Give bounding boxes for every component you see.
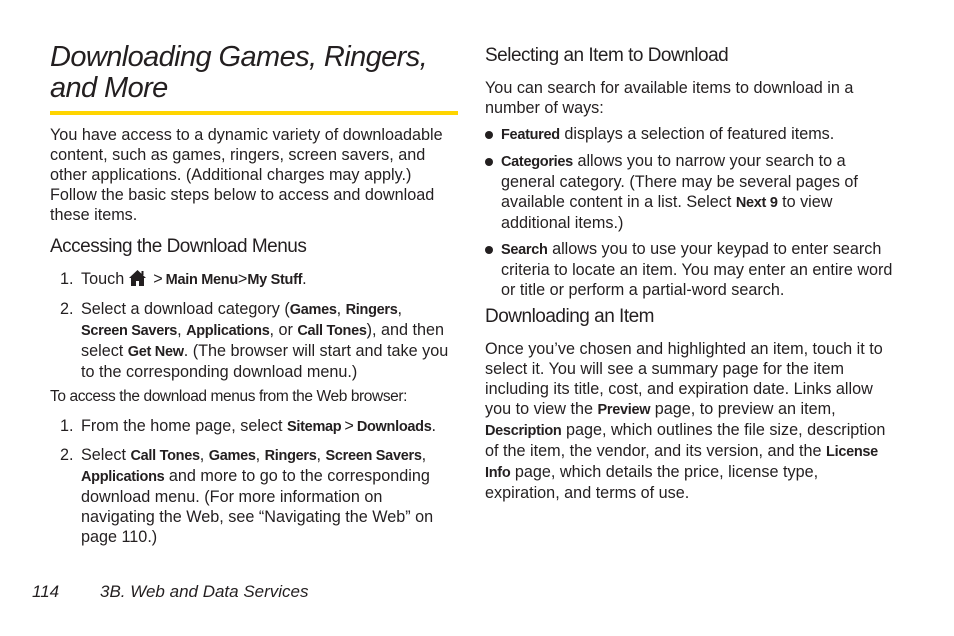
web-step-1: 1. From the home page, select Sitemap > Downloads.	[60, 417, 436, 435]
selecting-options	[485, 124, 895, 300]
option-categories: Categories allows you to narrow your search to a general category. (There may be several pages of available content in a list. Select Next 9 to view additional items.)	[485, 151, 895, 233]
step-1: 1. Touch > Main Menu>My Stuff.	[60, 270, 307, 288]
option-search: Search allows you to use your keypad to enter search criteria to locate an item. You may enter an entire word or title or perform a partial-word search.	[485, 239, 895, 300]
bullet-icon	[485, 246, 493, 254]
home-icon	[128, 269, 147, 287]
web-intro: To access the download menus from the Web browser:	[50, 388, 408, 405]
bullet-icon	[485, 158, 493, 166]
web-steps	[50, 416, 460, 547]
selecting-intro: You can search for available items to download in a number of ways:	[485, 79, 854, 117]
accessing-heading: Accessing the Download Menus	[50, 236, 307, 257]
accessing-steps	[50, 269, 450, 382]
downloading-paragraph: Once you’ve chosen and highlighted an item, touch it to select it. You will see a summary page for the item including its title, cost, and expiration date. Links allow you to view the Preview page, to preview an item, Description page, which outlines the file size, description of the item, the vendor, and its version, and the License Info page, which details the price, license type, expiration, and terms of use.	[485, 340, 886, 502]
page-footer	[32, 582, 309, 602]
option-featured: Featured displays a selection of featured items.	[485, 124, 895, 145]
downloading-heading: Downloading an Item	[485, 306, 654, 327]
title-rule	[50, 111, 458, 115]
section-name: 3B. Web and Data Services	[100, 582, 309, 601]
intro-paragraph: You have access to a dynamic variety of downloadable content, such as games, ringers, screen savers, and other applications. (Additional charges may apply.) Follow the basic steps below to access and download these items.	[50, 126, 443, 224]
web-step-2: 2. Select Call Tones, Games, Ringers, Screen Savers, Applications and more to go to the corresponding download menu. (For more information on navigating the Web, see “Navigating the Web” on page 110.)	[60, 446, 434, 546]
selecting-heading: Selecting an Item to Download	[485, 45, 729, 66]
step-2: 2. Select a download category (Games, Ringers, Screen Savers, Applications, or Call Tones), and then select Get New. (The browser will start and take you to the corresponding download menu.)	[60, 300, 449, 381]
bullet-icon	[485, 131, 493, 139]
page-title: Downloading Games, Ringers, and More	[50, 41, 428, 104]
page-number: 114	[32, 582, 60, 601]
